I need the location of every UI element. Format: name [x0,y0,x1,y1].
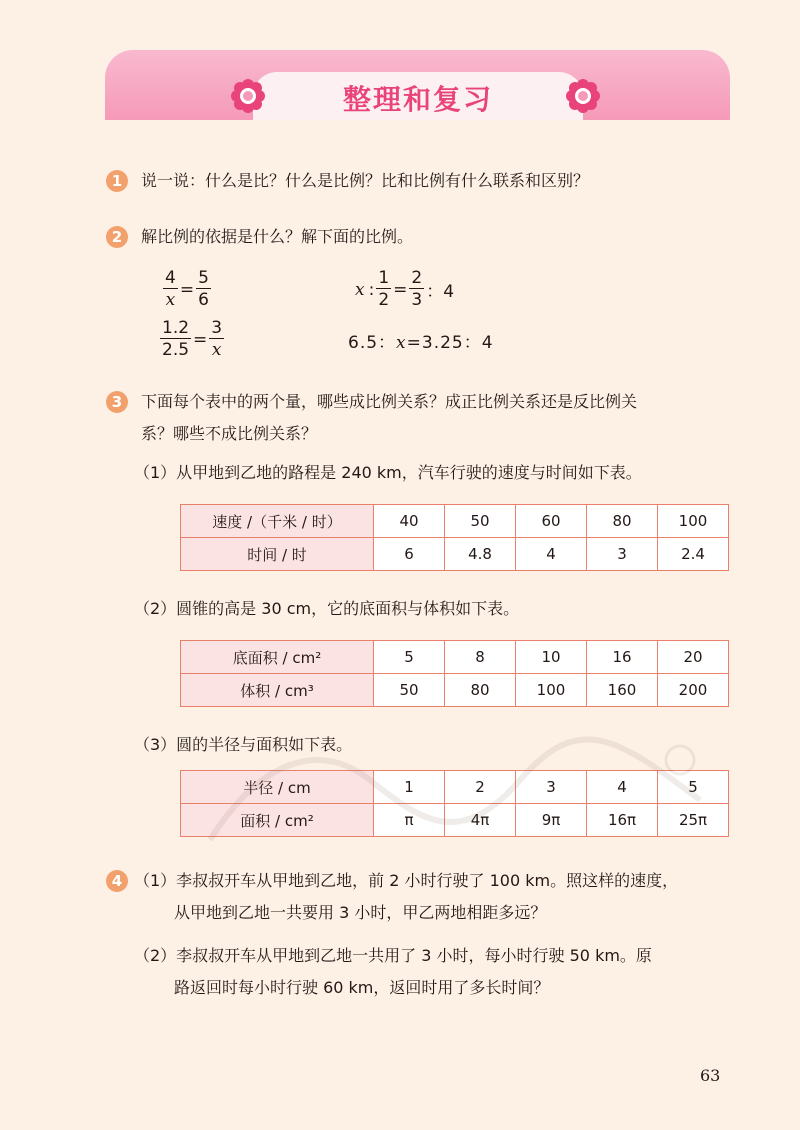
table-row: 底面积 / cm² 5 8 10 16 20 [181,641,729,674]
question-3-line-2: 系？哪些不成比例关系？ [141,424,318,443]
question-4-sub-1-line-1: （1）李叔叔开车从甲地到乙地，前 2 小时行驶了 100 km。照这样的速度， [134,871,679,890]
equation-3: $\frac{1.2}{2.5}$ = $\frac{3}{x}$ [162,318,223,360]
table-row: 速度 /（千米 / 时） 40 50 60 80 100 [181,505,729,538]
question-4-sub-1-line-2: 从甲地到乙地一共要用 3 小时，甲乙两地相距多远？ [174,903,547,922]
flower-icon [565,78,601,114]
equation-4: 6.5：x=3.25：4 [348,333,494,353]
row-header: 速度 /（千米 / 时） [181,505,374,538]
table-row: 体积 / cm³ 50 80 100 160 200 [181,674,729,707]
equation-2: x : $\frac{1}{2}$ = $\frac{2}{3}$ ：4 [355,268,455,310]
question-number-badge: 3 [106,391,128,413]
question-4-sub-2-line-1: （2）李叔叔开车从甲地到乙地一共用了 3 小时，每小时行驶 50 km。原 [134,946,652,965]
sub-question-2-label: （2）圆锥的高是 30 cm，它的底面积与体积如下表。 [134,599,520,618]
page-title: 整理和复习 [342,83,493,116]
row-header: 体积 / cm³ [181,674,374,707]
question-2-text: 解比例的依据是什么？解下面的比例。 [141,227,414,246]
table-row: 半径 / cm 1 2 3 4 5 [181,771,729,804]
cone-area-volume-table [180,640,729,707]
question-1-text: 说一说：什么是比？什么是比例？比和比例有什么联系和区别？ [141,171,590,190]
question-3-line-1: 下面每个表中的两个量，哪些成比例关系？成正比例关系还是反比例关 [141,392,638,411]
row-header: 时间 / 时 [181,538,374,571]
sub-question-3-label: （3）圆的半径与面积如下表。 [134,735,353,754]
circle-radius-area-table [180,770,729,837]
equation-1: $\frac{4}{x}$ = $\frac{5}{6}$ [165,268,209,310]
speed-time-table [180,504,729,571]
row-header: 底面积 / cm² [181,641,374,674]
question-number-badge: 1 [106,170,128,192]
row-header: 面积 / cm² [181,804,374,837]
title-banner [105,50,730,120]
question-number-badge: 4 [106,870,128,892]
page-number: 63 [700,1066,721,1085]
sub-question-1-label: （1）从甲地到乙地的路程是 240 km，汽车行驶的速度与时间如下表。 [134,463,642,482]
table-row: 时间 / 时 6 4.8 4 3 2.4 [181,538,729,571]
table-row: 面积 / cm² π 4π 9π 16π 25π [181,804,729,837]
question-number-badge: 2 [106,226,128,248]
question-4-sub-2-line-2: 路返回时每小时行驶 60 km，返回时用了多长时间？ [174,978,550,997]
row-header: 半径 / cm [181,771,374,804]
